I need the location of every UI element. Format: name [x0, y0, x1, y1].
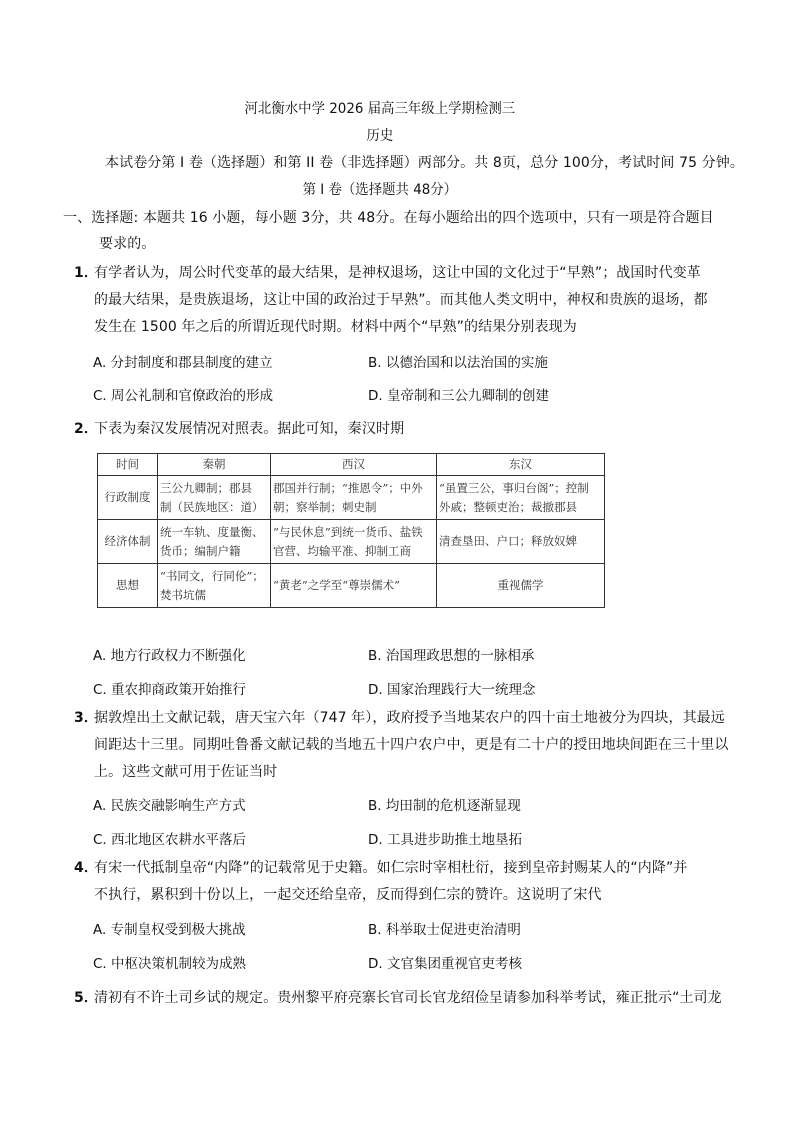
section-instructions-line2: 要求的。: [99, 236, 156, 252]
option-b: B. 治国理政思想的一脉相承: [368, 648, 535, 664]
question-number: 3．: [74, 710, 98, 726]
section-instructions-line1: 一、选择题: 本题共 16 小题，每小题 3分，共 48分。在每小题给出的四个选项中，只有一项是符合题目: [63, 210, 714, 226]
table-cell: 清查垦田、户口；释放奴婢: [437, 520, 605, 564]
question-1-text-line3: 发生在 1500 年之后的所谓近现代时期。材料中两个“早熟”的结果分别表现为: [94, 319, 577, 335]
option-d: D. 国家治理践行大一统理念: [368, 682, 536, 698]
table-row-header: 思想: [98, 564, 158, 608]
question-3-text-line3: 上。这些文献可用于佐证当时: [94, 764, 278, 780]
option-a: A. 分封制度和郡县制度的建立: [93, 355, 273, 371]
table-cell: “书同文，行同伦”； 焚书坑儒: [158, 564, 271, 608]
table-cell: “虽置三公，事归台阁”；控制 外戚；整顿吏治；裁撤郡县: [437, 476, 605, 520]
part-title: 第 I 卷（选择题共 48分）: [302, 182, 458, 198]
exam-info: 本试卷分第 I 卷（选择题）和第 II 卷（非选择题）两部分。共 8页，总分 100分，考试时间 75 分钟。: [105, 155, 744, 171]
option-a: A. 专制皇权受到极大挑战: [93, 922, 246, 938]
option-b: B. 均田制的危机逐渐显现: [368, 798, 521, 814]
question-1-text-line1: 有学者认为，周公时代变革的最大结果，是神权退场，这让中国的文化过于“早熟”；战国时代变革: [94, 265, 701, 281]
option-c: C. 周公礼制和官僚政治的形成: [93, 388, 274, 404]
question-4-text-line1: 有宋一代抵制皇帝“内降”的记载常见于史籍。如仁宗时宰相杜衍，接到皇帝封赐某人的“内降”并: [94, 860, 688, 876]
option-d: D. 文官集团重视官吏考核: [368, 956, 522, 972]
option-d: D. 工具进步助推土地垦拓: [368, 832, 522, 848]
question-number: 1．: [74, 265, 98, 281]
table-cell: “与民休息”到统一货币、盐铁 官营、均输平准、抑制工商: [271, 520, 437, 564]
question-3-text-line1: 据敦煌出土文献记载，唐天宝六年（747 年），政府授予当地某农户的四十亩土地被分为四块，其最远: [94, 710, 725, 726]
option-d: D. 皇帝制和三公九卿制的创建: [368, 388, 549, 404]
table-cell: 郡国并行制；“推恩令”；中外 朝；察举制；刺史制: [271, 476, 437, 520]
table-header-cell: 秦朝: [158, 454, 271, 476]
question-5-text-line1: 清初有不许土司乡试的规定。贵州黎平府亮寨长官司长官龙绍俭呈请参加科举考试，雍正批示“土司龙: [94, 990, 722, 1006]
table-cell: “黄老”之学至“尊崇儒术”: [271, 564, 437, 608]
option-b: B. 科举取士促进吏治清明: [368, 922, 521, 938]
option-c: C. 西北地区农耕水平落后: [93, 832, 247, 848]
question-3-text-line2: 间距达十三里。同期吐鲁番文献记载的当地五十四户农户中，更是有二十户的授田地块间距在三十里以: [94, 737, 729, 753]
table-cell: 统一车轨、度量衡、 货币；编制户籍: [158, 520, 271, 564]
table-row-header: 行政制度: [98, 476, 158, 520]
table-row-header: 经济体制: [98, 520, 158, 564]
question-number: 2．: [74, 421, 98, 437]
table-header-cell: 西汉: [271, 454, 437, 476]
table-cell: 三公九卿制；郡县 制（民族地区：道）: [158, 476, 271, 520]
question-4-text-line2: 不执行，累积到十份以上，一起交还给皇帝，反而得到仁宗的赞许。这说明了宋代: [94, 887, 602, 903]
table-header-cell: 时间: [98, 454, 158, 476]
option-a: A. 民族交融影响生产方式: [93, 798, 246, 814]
option-b: B. 以德治国和以法治国的实施: [368, 355, 548, 371]
comparison-table: [97, 453, 605, 608]
question-2-text: 下表为秦汉发展情况对照表。据此可知，秦汉时期: [94, 421, 405, 437]
table-cell: 重视儒学: [437, 564, 605, 608]
question-number: 5．: [74, 990, 98, 1006]
option-a: A. 地方行政权力不断强化: [93, 648, 246, 664]
option-c: C. 中枢决策机制较为成熟: [93, 956, 247, 972]
question-1-text-line2: 的最大结果，是贵族退场，这让中国的政治过于早熟”。而其他人类文明中，神权和贵族的退场，都: [94, 292, 708, 308]
table-header-cell: 东汉: [437, 454, 605, 476]
exam-title: 河北衡水中学 2026 届高三年级上学期检测三: [244, 101, 516, 117]
option-c: C. 重农抑商政策开始推行: [93, 682, 247, 698]
subject-title: 历史: [366, 128, 394, 144]
question-number: 4．: [74, 860, 98, 876]
